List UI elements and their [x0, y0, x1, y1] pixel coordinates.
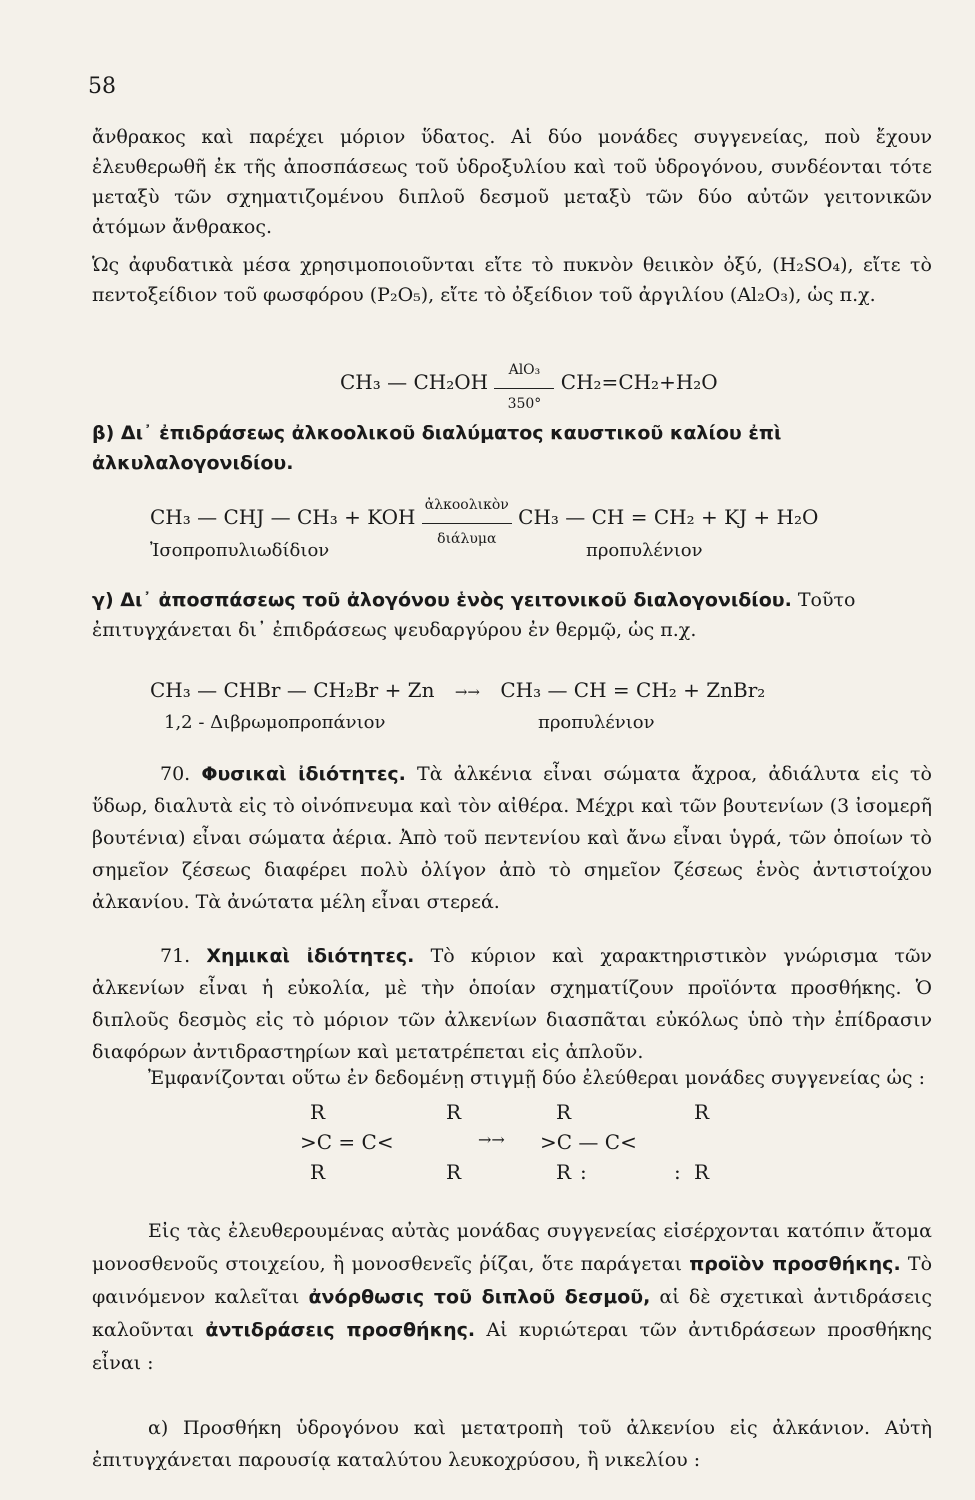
- arrow-icon: →→: [478, 1130, 505, 1149]
- text-part: αἱ δὲ σχετικαὶ ἀντιδράσεις καλοῦνται: [92, 1286, 932, 1341]
- section-70: [92, 758, 932, 918]
- equation-koh: [150, 497, 819, 547]
- equation-left: CH₃ — CHBr — CH₂Br + Zn: [150, 678, 435, 702]
- arrow-condition-above: ἀλκοολικὸν: [424, 497, 509, 513]
- paragraph-intro: ἄνθρακος καὶ παρέχει μόριον ὕδατος. Αἱ δύο μονάδες συγγενείας, ποὺ ἔχουν ἐλευθερωθῆ ἐκ τῆς ἀποσπάσεως τοῦ ὑδροξυλίου καὶ τοῦ ὑδρογόνου, συνδέονται τότε μεταξὺ τῶν σχηματιζομένου διπλοῦ δεσμοῦ μεταξὺ τῶν δύο αὐτῶν γειτονικῶν ἀτόμων ἄνθρακος.: [92, 126, 932, 238]
- arrow-condition-below: 350°: [507, 396, 542, 412]
- reaction-arrow-icon: [422, 497, 512, 547]
- equation-right: CH₃ — CH = CH₂ + ZnBr₂: [500, 678, 766, 702]
- equation-zinc: [150, 678, 765, 702]
- heading-gamma: γ) Δι᾽ ἀποσπάσεως τοῦ ἀλογόνου ἑνὸς γειτονικοῦ διαλογονιδίου.: [92, 589, 792, 611]
- equation-left: CH₃ — CH₂OH: [340, 370, 489, 394]
- heading-gamma-line: [92, 585, 932, 645]
- paragraph-free-valences: Ἐμφανίζονται οὕτω ἐν δεδομένῃ στιγμῇ δύο ἐλεύθεραι μονάδες συγγενείας ὡς :: [148, 1067, 926, 1089]
- paragraph-dehydrating-agents: Ὡς ἀφυδατικὰ μέσα χρησιμοποιοῦνται εἴτε τὸ πυκνὸν θειικὸν ὀξύ, (H₂SO₄), εἴτε τὸ πεντοξείδιον τοῦ φωσφόρου (P₂O₅), εἴτε τὸ ὀξείδιον τοῦ ἀργιλίου (Al₂O₃), ὡς π.χ.: [92, 254, 932, 306]
- section-title: Φυσικαὶ ἰδιότητες.: [201, 763, 406, 785]
- equation-right: CH₂=CH₂+H₂O: [560, 370, 718, 394]
- reaction-arrow-icon: [494, 362, 554, 412]
- bold-term-addition-product: προϊὸν προσθήκης.: [689, 1253, 901, 1275]
- label-dibromopropane: 1,2 - Διβρωμοπροπάνιον: [164, 712, 386, 733]
- arrow-condition-below: διάλυμα: [437, 531, 497, 547]
- text-part: Εἰς τὰς ἐλευθερουμένας αὐτὰς μονάδας συγγενείας εἰσέρχονται κατόπιν ἄτομα μονοσθενοῦς στοιχείου, ἢ μονοσθενεῖς ῥίζαι, ὅτε παράγεται: [92, 1220, 932, 1275]
- section-number: 71.: [160, 945, 191, 967]
- equation-dehydration: [340, 362, 718, 412]
- text-part: Αἱ κυριώτεραι τῶν ἀντιδράσεων προσθήκης εἶναι :: [92, 1319, 933, 1374]
- text-part: Τὸ φαινόμενον καλεῖται: [92, 1253, 933, 1308]
- section-71: [92, 940, 932, 1068]
- label-propylene: προπυλένιον: [586, 540, 703, 561]
- section-text: Τὸ κύριον καὶ χαρακτηριστικὸν γνώρισμα τῶν ἀλκενίων εἶναι ἡ εὐκολία, μὲ τὴν ὁποίαν σχηματίζουν προϊόντα προσθήκης. Ὁ διπλοῦς δεσμὸς εἰς τὸ μόριον τῶν ἀλκενίων διασπᾶται εὐκόλως ὑπὸ τὴν ἐπίδρασιν διαφόρων ἀντιδραστηρίων καὶ μετατρέπεται εἰς ἁπλοῦν.: [92, 945, 932, 1063]
- paragraph-addition: [92, 1215, 932, 1380]
- equation-left: CH₃ — CHJ — CH₃ + KOH: [150, 505, 416, 529]
- page-number: 58: [88, 74, 116, 99]
- section-title: Χημικαὶ ἰδιότητες.: [206, 945, 415, 967]
- bold-term-addition-reactions: ἀντιδράσεις προσθήκης.: [205, 1319, 476, 1341]
- gamma-text: Τοῦτο ἐπιτυγχάνεται δι᾽ ἐπιδράσεως ψευδαργύρου ἐν θερμῷ, ὡς π.χ.: [92, 589, 856, 641]
- section-text: Τὰ ἀλκένια εἶναι σώματα ἄχροα, ἀδιάλυτα εἰς τὸ ὕδωρ, διαλυτὰ εἰς τὸ οἰνόπνευμα καὶ τὸν αἰθέρα. Μέχρι καὶ τῶν βουτενίων (3 ἰσομερῆ βουτένια) εἶναι σώματα ἀέρια. Ἀπὸ τοῦ πεντενίου καὶ ἄνω εἶναι ὑγρά, τῶν ὁποίων τὸ σημεῖον ζέσεως διαφέρει πολὺ ὀλίγον ἀπὸ τὸ σημεῖον ζέσεως ἑνὸς ἀντιστοίχου ἀλκανίου. Τὰ ἀνώτατα μέλη εἶναι στερεά.: [92, 763, 932, 913]
- label-propylene-2: προπυλένιον: [538, 712, 655, 733]
- arrow-icon: →→: [454, 683, 480, 701]
- equation-right: CH₃ — CH = CH₂ + KJ + H₂O: [518, 505, 819, 529]
- double-bond-structure: R R >C = C< R R →→ R R >C — C< R : : R: [300, 1100, 710, 1184]
- arrow-condition-above: AlO₃: [508, 362, 541, 378]
- section-number: 70.: [160, 763, 191, 785]
- bold-term-saturation: ἀνόρθωσις τοῦ διπλοῦ δεσμοῦ,: [308, 1286, 651, 1308]
- paragraph-alpha: α) Προσθήκη ὑδρογόνου καὶ μετατροπὴ τοῦ ἀλκενίου εἰς ἀλκάνιον. Αὐτὴ ἐπιτυγχάνεται παρουσίᾳ καταλύτου λευκοχρύσου, ἢ νικελίου :: [92, 1417, 932, 1471]
- heading-beta: β) Δι᾽ ἐπιδράσεως ἀλκοολικοῦ διαλύματος καυστικοῦ καλίου ἐπὶ ἀλκυλαλογονιδίου.: [92, 422, 782, 474]
- label-isopropyl-iodide: Ἰσοπροπυλιωδίδιον: [150, 540, 330, 561]
